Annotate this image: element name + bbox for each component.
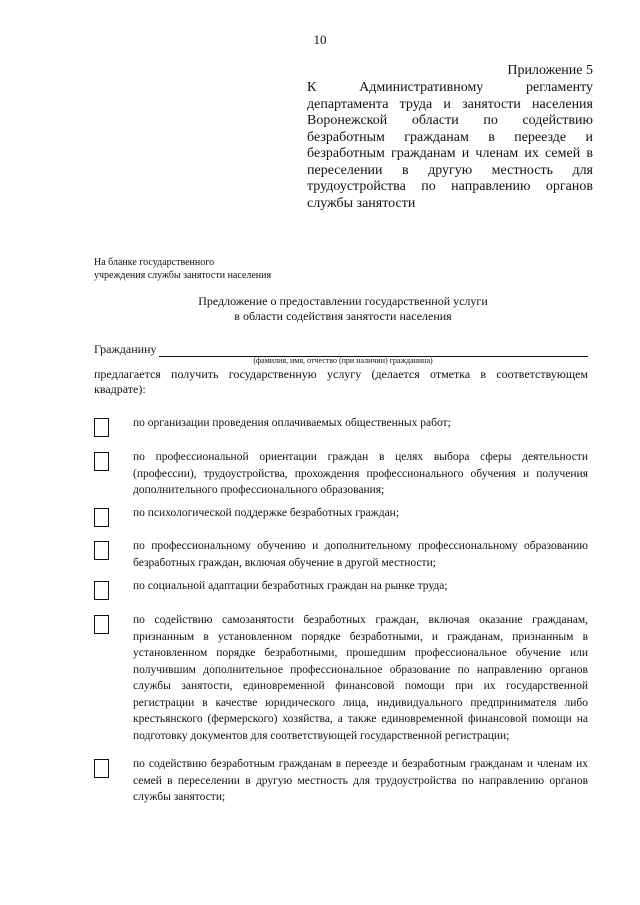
option-checkbox[interactable] — [94, 581, 109, 600]
option-text: по содействию безработным гражданам в переезде и безработным гражданам и членам их семей в переселении в другую местность для трудоустройства по направлению органов службы занятости; — [133, 758, 588, 803]
page-number: 10 — [313, 32, 327, 47]
option-text: по профессиональной ориентации граждан в целях выбора сферы деятельности (профессии), трудоустройства, прохождения профессионального обучения и получения дополнительного профессионального образования; — [133, 451, 588, 496]
option-checkbox[interactable] — [94, 615, 109, 634]
appendix-body: К Административному регламенту департамента труда и занятости населения Воронежской области по содействию безработным гражданам в переезде и безработным гражданам и членам их семей в переселении в другую местность для трудоустройства по направлению органов службы занятости — [307, 80, 593, 211]
option-item — [94, 756, 588, 806]
option-text: по содействию самозанятости безработных граждан, включая оказание гражданам, признанным в установленном порядке безработными, и гражданам, признанным в установленном порядке безработными, прошедшим профессиональное обучение или получившим дополнительное профессиональное образование по направлению органов службы занятости, единовременной финансовой помощи при их государственной регистрации в качестве юридического лица, индивидуального предпринимателя либо крестьянского (фермерского) хозяйства, а также единовременной финансовой помощи на подготовку документов для соответствующей государственной регистрации; — [133, 614, 588, 742]
option-text: по социальной адаптации безработных граждан на рынке труда; — [133, 580, 448, 592]
option-text: по профессиональному обучению и дополнительному профессиональному образованию безработных граждан, включая обучение в другой местности; — [133, 540, 588, 569]
option-item — [94, 415, 588, 432]
option-item — [94, 612, 588, 744]
option-checkbox[interactable] — [94, 418, 109, 437]
document-title-line-1: Предложение о предоставлении государственной услуги — [198, 294, 488, 308]
letterhead — [94, 256, 271, 282]
option-item — [94, 538, 588, 571]
option-checkbox[interactable] — [94, 541, 109, 560]
option-checkbox[interactable] — [94, 759, 109, 778]
letterhead-line-2: учреждения службы занятости населения — [94, 270, 272, 281]
citizen-hint: (фамилия, имя, отчество (при наличии) гражданина) — [253, 356, 433, 365]
option-item — [94, 578, 588, 595]
offer-text: предлагается получить государственную услугу (делается отметка в соответствующем квадрате): — [94, 367, 588, 396]
option-item — [94, 449, 588, 499]
option-checkbox[interactable] — [94, 508, 109, 527]
document-title-line-2: в области содействия занятости населения — [234, 309, 452, 323]
citizen-label: Гражданину — [94, 342, 157, 356]
citizen-row — [94, 342, 588, 357]
option-text: по психологической поддержке безработных граждан; — [133, 507, 400, 519]
appendix-title: Приложение 5 — [507, 63, 593, 78]
option-item — [94, 505, 588, 522]
letterhead-line-1: На бланке государственного — [94, 257, 215, 268]
option-checkbox[interactable] — [94, 452, 109, 471]
option-text: по организации проведения оплачиваемых общественных работ; — [133, 417, 451, 429]
document-title — [0, 294, 640, 324]
